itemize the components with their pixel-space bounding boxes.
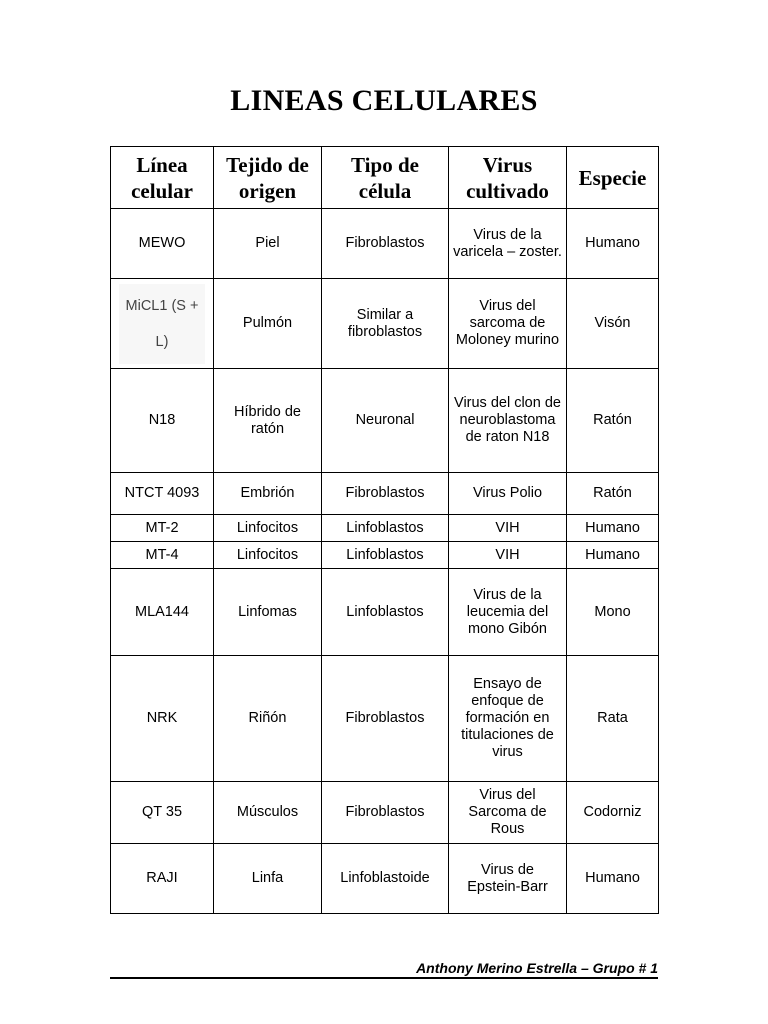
cell-tipo: Linfoblastos bbox=[322, 569, 449, 656]
footer-author: Anthony Merino Estrella – Grupo # 1 bbox=[416, 960, 658, 976]
cell-linea: N18 bbox=[111, 369, 214, 473]
cell-linea: MT-4 bbox=[111, 542, 214, 569]
cell-tipo: Fibroblastos bbox=[322, 209, 449, 279]
header-tipo-celula: Tipo de célula bbox=[322, 147, 449, 209]
cell-linea: MLA144 bbox=[111, 569, 214, 656]
cell-especie: Mono bbox=[567, 569, 659, 656]
cell-virus: VIH bbox=[449, 515, 567, 542]
table-row bbox=[111, 844, 659, 914]
cell-especie: Rata bbox=[567, 656, 659, 782]
cell-especie: Humano bbox=[567, 844, 659, 914]
cell-especie: Codorniz bbox=[567, 782, 659, 844]
cell-tejido: Linfocitos bbox=[214, 515, 322, 542]
cell-tejido: Riñón bbox=[214, 656, 322, 782]
cell-especie: Humano bbox=[567, 515, 659, 542]
cell-tipo: Similar a fibroblastos bbox=[322, 279, 449, 369]
table-row bbox=[111, 279, 659, 369]
footer-divider bbox=[110, 977, 658, 979]
table-row bbox=[111, 569, 659, 656]
shaded-cell-text: MiCL1 (S + L) bbox=[119, 284, 205, 364]
header-tejido-origen: Tejido de origen bbox=[214, 147, 322, 209]
cell-especie: Ratón bbox=[567, 369, 659, 473]
cell-linea: MEWO bbox=[111, 209, 214, 279]
table-row bbox=[111, 515, 659, 542]
cell-tipo: Linfoblastoide bbox=[322, 844, 449, 914]
table-header-row bbox=[111, 147, 659, 209]
cell-especie: Ratón bbox=[567, 473, 659, 515]
cell-virus: Virus del clon de neuroblastoma de raton N18 bbox=[449, 369, 567, 473]
header-virus-cultivado: Virus cultivado bbox=[449, 147, 567, 209]
cell-virus: VIH bbox=[449, 542, 567, 569]
table-row bbox=[111, 209, 659, 279]
table-row bbox=[111, 369, 659, 473]
page-title: LINEAS CELULARES bbox=[230, 84, 538, 117]
cell-linea: QT 35 bbox=[111, 782, 214, 844]
cell-linea bbox=[111, 279, 214, 369]
cell-virus: Virus de la leucemia del mono Gibón bbox=[449, 569, 567, 656]
cell-linea: NTCT 4093 bbox=[111, 473, 214, 515]
header-especie: Especie bbox=[567, 147, 659, 209]
cell-tejido: Linfomas bbox=[214, 569, 322, 656]
cell-tipo: Fibroblastos bbox=[322, 656, 449, 782]
cell-tipo: Fibroblastos bbox=[322, 782, 449, 844]
cell-tipo: Linfoblastos bbox=[322, 542, 449, 569]
table-row bbox=[111, 473, 659, 515]
cell-tejido: Pulmón bbox=[214, 279, 322, 369]
cell-tipo: Fibroblastos bbox=[322, 473, 449, 515]
cell-tipo: Neuronal bbox=[322, 369, 449, 473]
cell-linea: RAJI bbox=[111, 844, 214, 914]
cell-lines-table bbox=[110, 146, 659, 914]
header-linea-celular: Línea celular bbox=[111, 147, 214, 209]
cell-virus: Virus de Epstein-Barr bbox=[449, 844, 567, 914]
cell-tejido: Piel bbox=[214, 209, 322, 279]
cell-virus: Ensayo de enfoque de formación en titulaciones de virus bbox=[449, 656, 567, 782]
cell-virus: Virus del Sarcoma de Rous bbox=[449, 782, 567, 844]
cell-especie: Humano bbox=[567, 542, 659, 569]
cell-tejido: Híbrido de ratón bbox=[214, 369, 322, 473]
cell-virus: Virus de la varicela – zoster. bbox=[449, 209, 567, 279]
table-row bbox=[111, 782, 659, 844]
cell-especie: Humano bbox=[567, 209, 659, 279]
cell-tejido: Embrión bbox=[214, 473, 322, 515]
table-row bbox=[111, 542, 659, 569]
cell-linea: MT-2 bbox=[111, 515, 214, 542]
cell-virus: Virus del sarcoma de Moloney murino bbox=[449, 279, 567, 369]
cell-virus: Virus Polio bbox=[449, 473, 567, 515]
cell-tejido: Músculos bbox=[214, 782, 322, 844]
cell-tejido: Linfa bbox=[214, 844, 322, 914]
cell-especie: Visón bbox=[567, 279, 659, 369]
cell-linea: NRK bbox=[111, 656, 214, 782]
cell-tejido: Linfocitos bbox=[214, 542, 322, 569]
cell-tipo: Linfoblastos bbox=[322, 515, 449, 542]
table-row bbox=[111, 656, 659, 782]
